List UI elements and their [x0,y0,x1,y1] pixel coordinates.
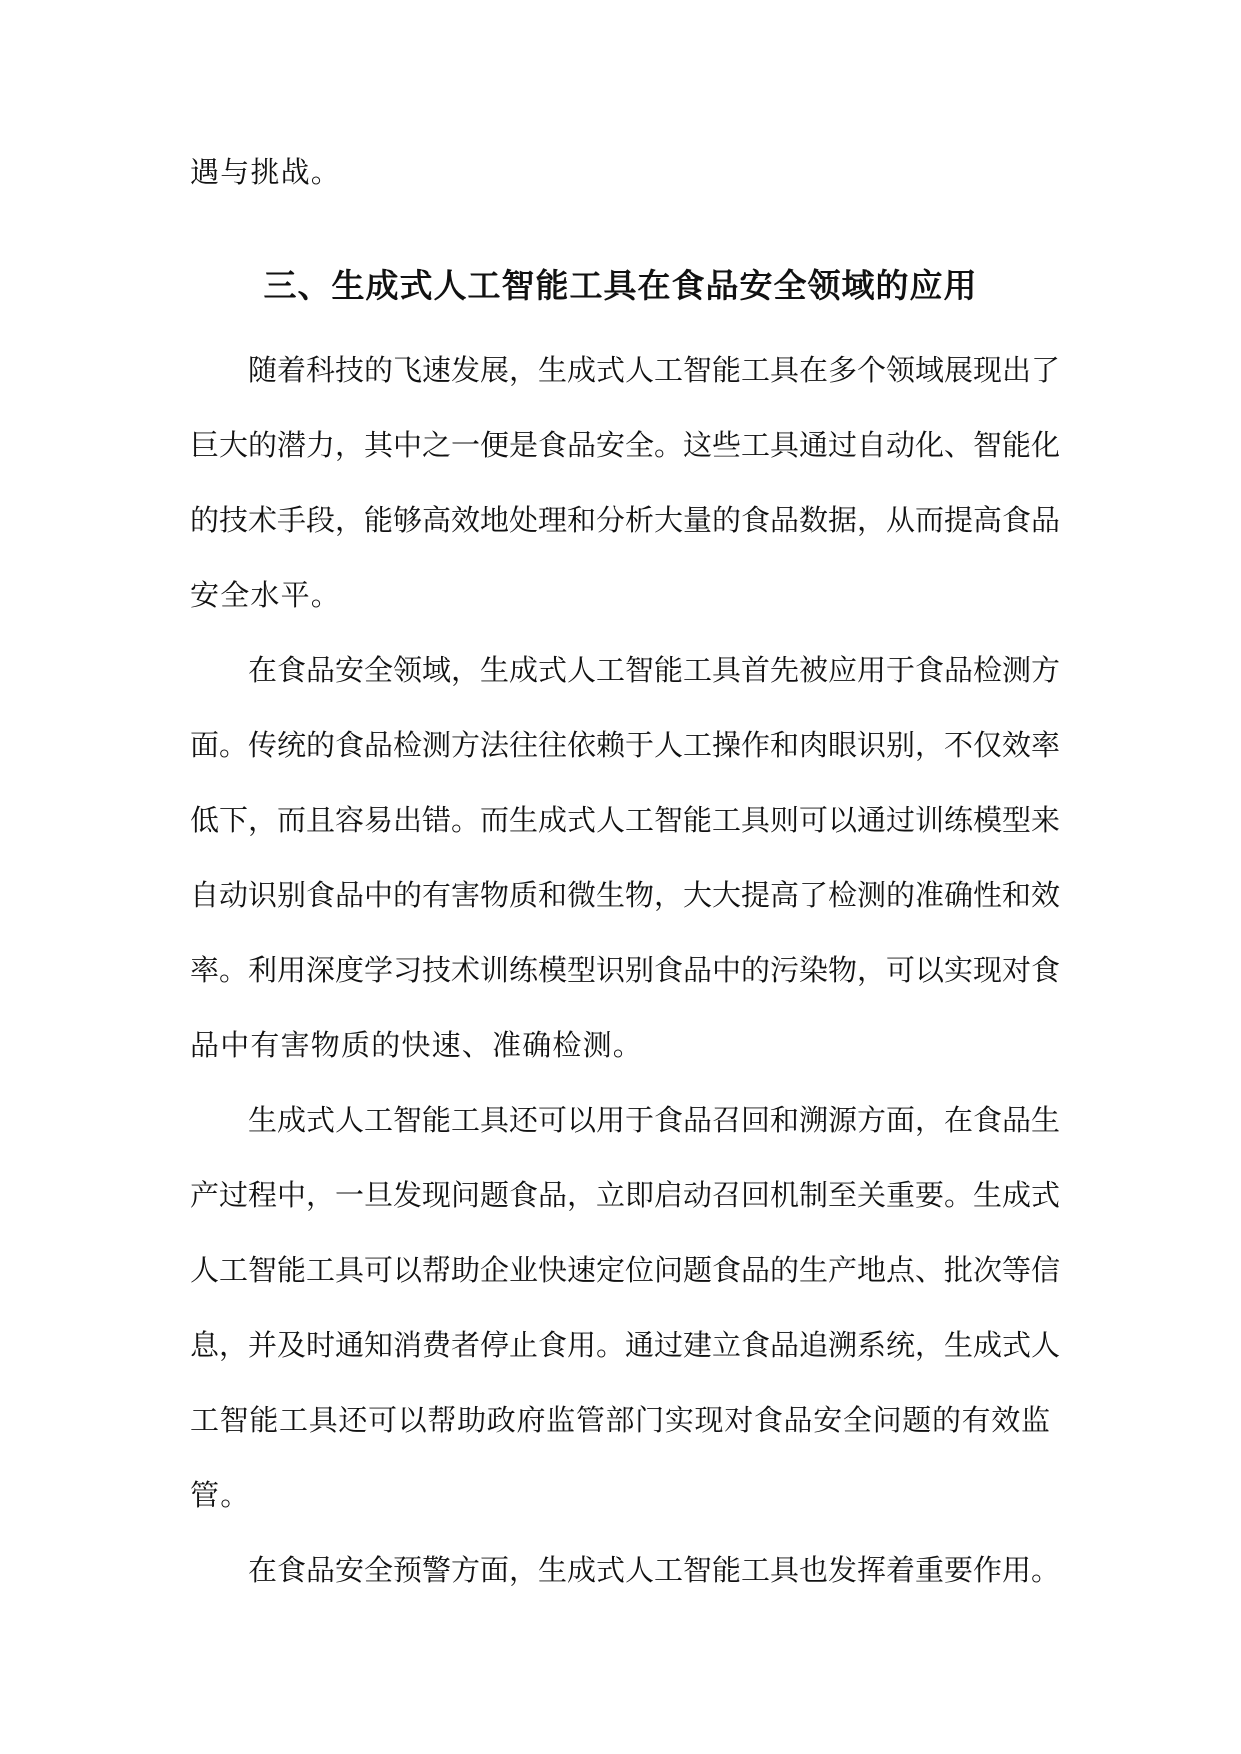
paragraph-line-18: 在食品安全预警方面，生成式人工智能工具也发挥着重要作用。 [248,1553,1061,1587]
paragraph-line-5: 安全水平。 [190,578,342,612]
paragraph-line-17: 管。 [190,1478,251,1512]
paragraph-line-10: 率。利用深度学习技术训练模型识别食品中的污染物，可以实现对食 [190,953,1061,987]
paragraph-line-13: 产过程中，一旦发现问题食品，立即启动召回机制至关重要。生成式 [190,1178,1061,1212]
paragraph-line-6: 在食品安全领域，生成式人工智能工具首先被应用于食品检测方 [248,653,1061,687]
paragraph-line-3: 巨大的潜力，其中之一便是食品安全。这些工具通过自动化、智能化 [190,428,1061,462]
paragraph-line-2: 随着科技的飞速发展，生成式人工智能工具在多个领域展现出了 [248,353,1061,387]
paragraph-line-15: 息，并及时通知消费者停止食用。通过建立食品追溯系统，生成式人 [190,1328,1061,1362]
paragraph-line-12: 生成式人工智能工具还可以用于食品召回和溯源方面，在食品生 [248,1103,1061,1137]
paragraph-line-7: 面。传统的食品检测方法往往依赖于人工操作和肉眼识别，不仅效率 [190,728,1061,762]
paragraph-line-9: 自动识别食品中的有害物质和微生物，大大提高了检测的准确性和效 [190,878,1061,912]
paragraph-line-1: 遇与挑战。 [190,155,342,189]
paragraph-line-11: 品中有害物质的快速、准确检测。 [190,1028,644,1062]
section-heading: 三、生成式人工智能工具在食品安全领域的应用 [263,266,978,305]
paragraph-line-16: 工智能工具还可以帮助政府监管部门实现对食品安全问题的有效监 [190,1403,1050,1437]
paragraph-line-8: 低下，而且容易出错。而生成式人工智能工具则可以通过训练模型来 [190,803,1061,837]
paragraph-line-14: 人工智能工具可以帮助企业快速定位问题食品的生产地点、批次等信 [190,1253,1061,1287]
paragraph-line-4: 的技术手段，能够高效地处理和分析大量的食品数据，从而提高食品 [190,503,1061,537]
